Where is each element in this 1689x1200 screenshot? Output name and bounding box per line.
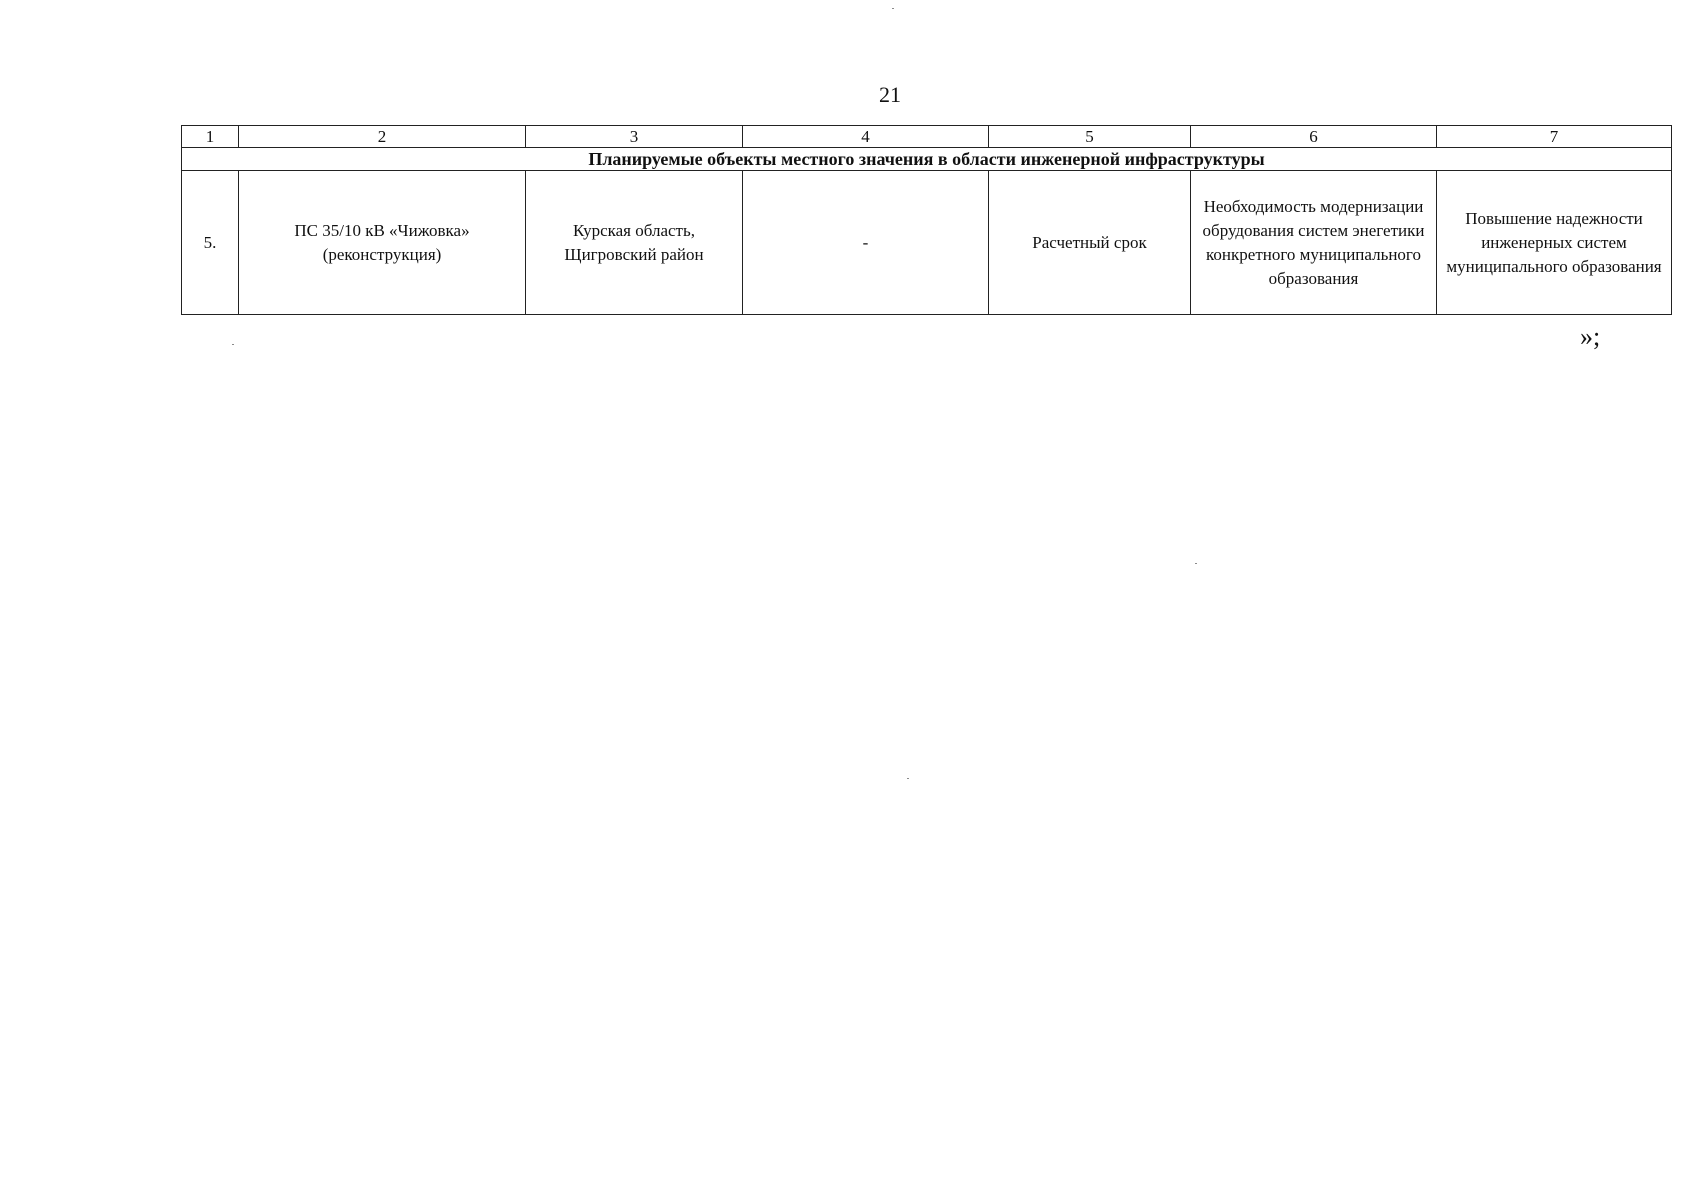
object-name-cell: ПС 35/10 кВ «Чижовка» (реконструкция) <box>239 171 526 315</box>
planned-objects-table <box>181 125 1672 315</box>
column-number: 2 <box>239 126 526 148</box>
justification-cell: Необходимость модернизации обрудования систем энегетики конкретного муниципального образования <box>1191 171 1437 315</box>
location-cell: Курская область, Щигровский район <box>526 171 743 315</box>
closing-quote-mark: »; <box>1580 322 1601 351</box>
column-number: 6 <box>1191 126 1437 148</box>
scan-speck <box>892 8 894 9</box>
section-title: Планируемые объекты местного значения в области инженерной инфраструктуры <box>182 148 1672 171</box>
section-title-row <box>182 148 1672 171</box>
effect-cell: Повышение надежности инженерных систем муниципального образования <box>1437 171 1672 315</box>
scan-speck <box>907 778 909 779</box>
characteristics-cell: - <box>743 171 989 315</box>
table-row <box>182 171 1672 315</box>
column-number: 4 <box>743 126 989 148</box>
column-number: 1 <box>182 126 239 148</box>
row-number: 5. <box>182 171 239 315</box>
column-number: 7 <box>1437 126 1672 148</box>
scan-speck <box>1195 563 1197 564</box>
column-number: 3 <box>526 126 743 148</box>
column-number-row <box>182 126 1672 148</box>
page-number: 21 <box>879 82 901 107</box>
column-number: 5 <box>989 126 1191 148</box>
term-cell: Расчетный срок <box>989 171 1191 315</box>
scan-speck <box>232 344 234 345</box>
